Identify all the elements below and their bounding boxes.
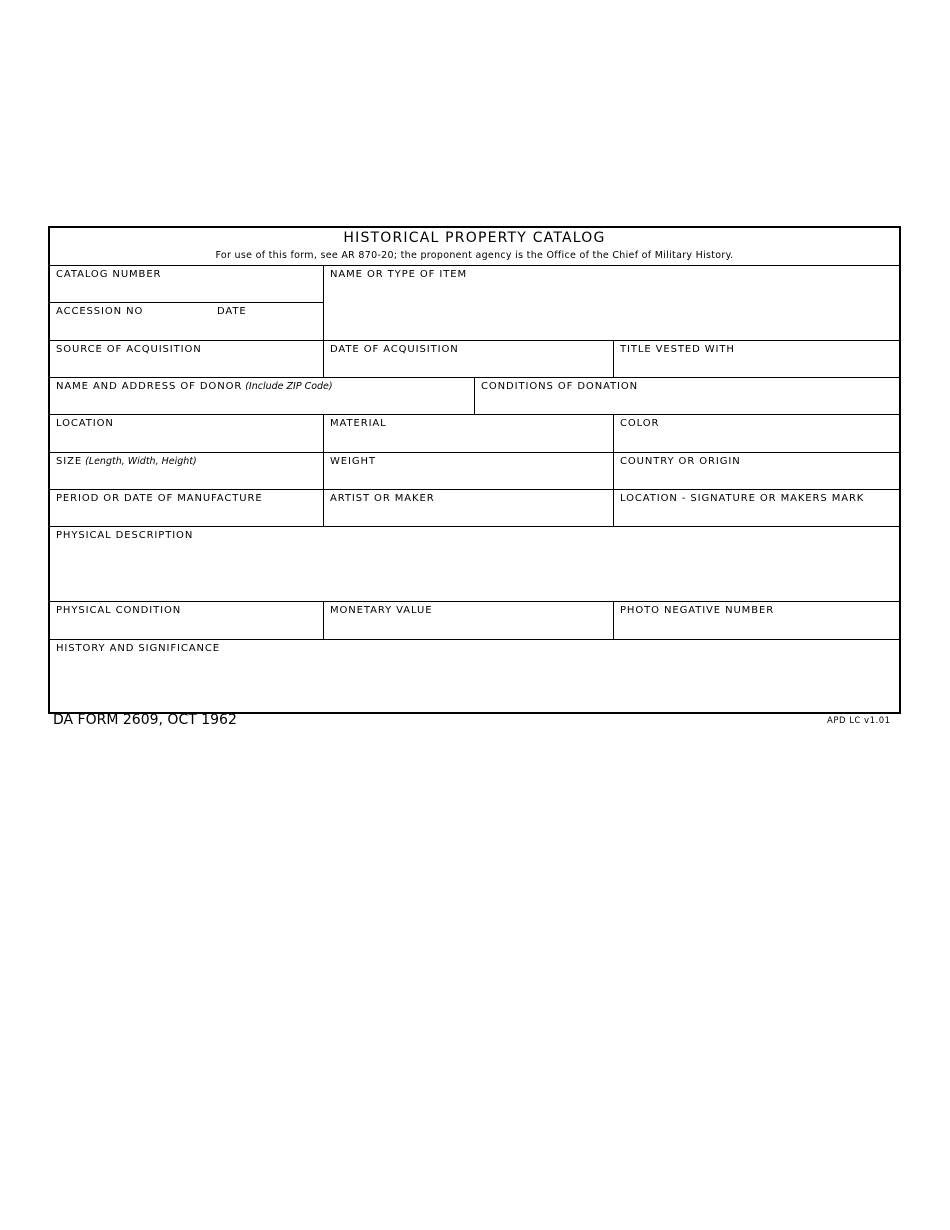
title-vested-cell[interactable] (613, 340, 899, 377)
form-header (50, 228, 899, 265)
signature-location-cell[interactable] (613, 489, 899, 526)
location-label: LOCATION (56, 418, 114, 429)
source-of-acquisition-input[interactable] (54, 358, 320, 375)
artist-or-maker-label: ARTIST OR MAKER (330, 493, 435, 504)
physical-condition-label: PHYSICAL CONDITION (56, 605, 182, 616)
catalog-number-cell[interactable] (50, 265, 324, 302)
period-or-date-label: PERIOD OR DATE OF MANUFACTURE (56, 493, 263, 504)
monetary-value-input[interactable] (328, 619, 610, 637)
monetary-value-cell[interactable] (323, 601, 614, 639)
country-cell[interactable] (613, 452, 899, 489)
color-input[interactable] (618, 432, 895, 450)
accession-cell[interactable] (50, 302, 324, 340)
location-cell[interactable] (50, 414, 324, 452)
artist-or-maker-input[interactable] (328, 507, 610, 524)
period-cell[interactable] (50, 489, 324, 526)
material-label: MATERIAL (330, 418, 387, 429)
donor-input[interactable] (54, 395, 471, 412)
source-of-acquisition-label: SOURCE OF ACQUISITION (56, 344, 202, 355)
country-or-origin-label: COUNTRY OR ORIGIN (620, 456, 741, 467)
form-subtitle: For use of this form, see AR 870-20; the proponent agency is the Office of the Chief of Military History. (215, 250, 734, 261)
period-or-date-input[interactable] (54, 507, 320, 524)
physical-description-cell[interactable] (50, 526, 899, 601)
conditions-cell[interactable] (474, 377, 899, 414)
donor-note: (Include ZIP Code) (245, 381, 333, 392)
date-acquisition-cell[interactable] (323, 340, 614, 377)
size-note: (Length, Width, Height) (85, 456, 197, 467)
history-significance-cell[interactable] (50, 639, 899, 712)
donor-label (56, 381, 333, 393)
name-type-label: NAME OR TYPE OF ITEM (330, 269, 467, 280)
accession-no-label: ACCESSION NO (56, 306, 144, 317)
name-type-input[interactable] (328, 283, 895, 338)
source-cell[interactable] (50, 340, 324, 377)
location-input[interactable] (54, 432, 320, 450)
photo-negative-number-input[interactable] (618, 619, 895, 637)
date-of-acquisition-input[interactable] (328, 358, 610, 375)
location-signature-label: LOCATION - SIGNATURE OR MAKERS MARK (620, 493, 865, 504)
weight-input[interactable] (328, 470, 610, 487)
catalog-number-label: CATALOG NUMBER (56, 269, 162, 280)
size-label-text: SIZE (56, 456, 83, 467)
form-version: APD LC v1.01 (827, 716, 891, 726)
photo-negative-number-label: PHOTO NEGATIVE NUMBER (620, 605, 775, 616)
size-label (56, 456, 197, 468)
historical-property-catalog-form (48, 226, 901, 714)
weight-label: WEIGHT (330, 456, 376, 467)
donor-cell[interactable] (50, 377, 475, 414)
catalog-number-input[interactable] (54, 283, 320, 300)
donor-name-address-label: NAME AND ADDRESS OF DONOR (56, 381, 243, 392)
weight-cell[interactable] (323, 452, 614, 489)
size-input[interactable] (54, 470, 320, 487)
date-label: DATE (217, 306, 247, 317)
color-cell[interactable] (613, 414, 899, 452)
history-significance-label: HISTORY AND SIGNIFICANCE (56, 643, 220, 654)
title-vested-with-input[interactable] (618, 358, 895, 375)
material-input[interactable] (328, 432, 610, 450)
material-cell[interactable] (323, 414, 614, 452)
conditions-of-donation-label: CONDITIONS OF DONATION (481, 381, 639, 392)
date-of-acquisition-label: DATE OF ACQUISITION (330, 344, 459, 355)
name-type-cell[interactable] (323, 265, 899, 340)
accession-no-input[interactable] (54, 320, 320, 338)
color-label: COLOR (620, 418, 660, 429)
location-signature-input[interactable] (618, 507, 895, 524)
physical-description-label: PHYSICAL DESCRIPTION (56, 530, 194, 541)
physical-condition-input[interactable] (54, 619, 320, 637)
conditions-of-donation-input[interactable] (479, 395, 895, 412)
size-cell[interactable] (50, 452, 324, 489)
history-significance-input[interactable] (54, 657, 895, 710)
form-title: HISTORICAL PROPERTY CATALOG (343, 230, 606, 246)
title-vested-with-label: TITLE VESTED WITH (620, 344, 735, 355)
artist-cell[interactable] (323, 489, 614, 526)
country-or-origin-input[interactable] (618, 470, 895, 487)
monetary-value-label: MONETARY VALUE (330, 605, 433, 616)
physical-description-input[interactable] (54, 544, 895, 599)
photo-negative-cell[interactable] (613, 601, 899, 639)
form-id: DA FORM 2609, OCT 1962 (53, 712, 237, 728)
physical-condition-cell[interactable] (50, 601, 324, 639)
